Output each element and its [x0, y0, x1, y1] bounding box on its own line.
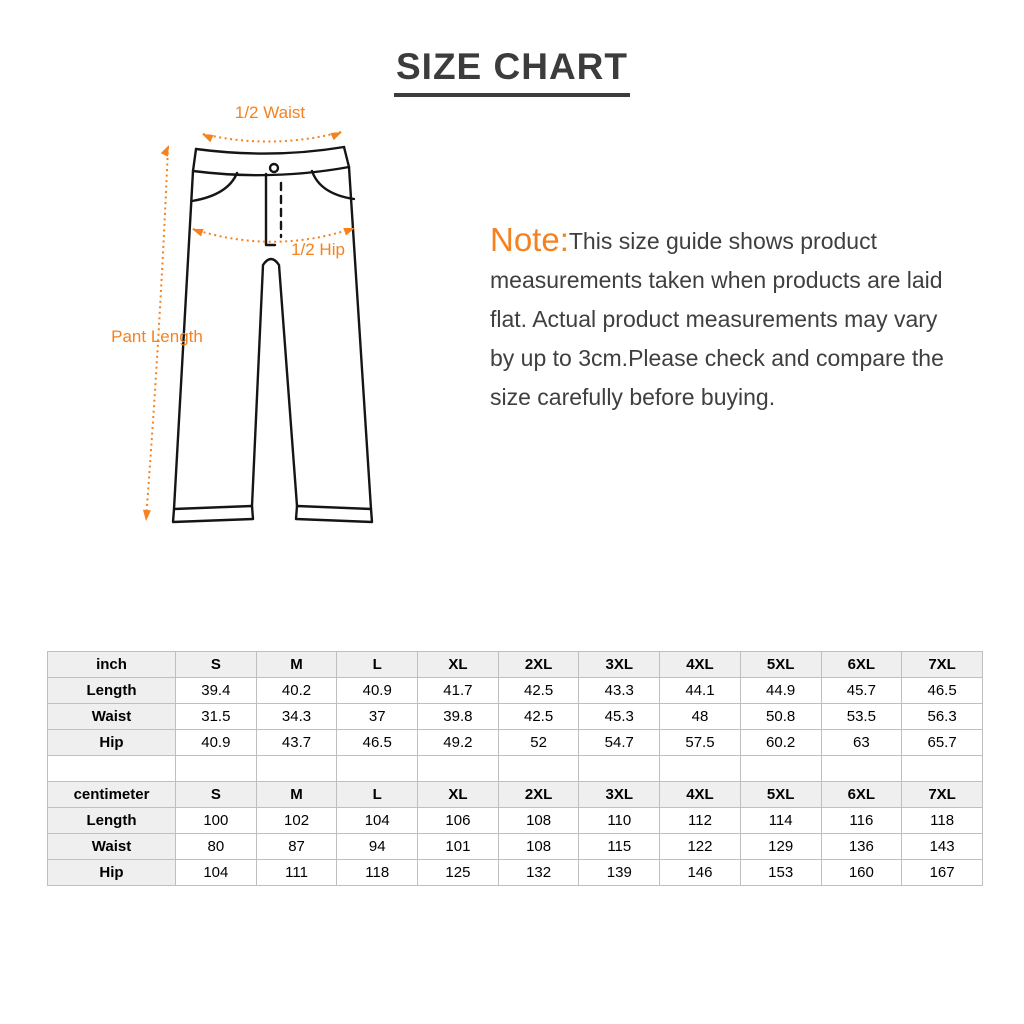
size-value-cell: 125: [418, 860, 499, 886]
size-value-cell: 57.5: [660, 730, 741, 756]
size-header: M: [256, 652, 337, 678]
size-value-cell: 104: [176, 860, 257, 886]
size-value-cell: 50.8: [740, 704, 821, 730]
size-value-cell: 100: [176, 808, 257, 834]
row-label: Length: [48, 808, 176, 834]
spacer-cell: [256, 756, 337, 782]
row-label: Waist: [48, 704, 176, 730]
size-value-cell: 114: [740, 808, 821, 834]
size-value-cell: 129: [740, 834, 821, 860]
spacer-cell: [337, 756, 418, 782]
size-value-cell: 118: [337, 860, 418, 886]
measurement-row: [48, 704, 983, 730]
pants-diagram: [90, 95, 410, 555]
row-label: Hip: [48, 730, 176, 756]
size-value-cell: 45.3: [579, 704, 660, 730]
waist-arrow-left-icon: [200, 130, 213, 142]
fly-seam-line: [266, 174, 275, 245]
spacer-cell: [48, 756, 176, 782]
size-value-cell: 104: [337, 808, 418, 834]
right-cuff: [296, 506, 372, 522]
size-value-cell: 53.5: [821, 704, 902, 730]
size-header: S: [176, 782, 257, 808]
size-value-cell: 34.3: [256, 704, 337, 730]
length-measure-label: Pant Length: [111, 327, 203, 346]
header-row: [48, 652, 983, 678]
size-header: 7XL: [902, 782, 983, 808]
waistband-right-edge: [344, 147, 349, 167]
waist-measure-label: 1/2 Waist: [234, 103, 306, 122]
unit-header: centimeter: [48, 782, 176, 808]
size-value-cell: 118: [902, 808, 983, 834]
size-value-cell: 63: [821, 730, 902, 756]
size-value-cell: 101: [418, 834, 499, 860]
page-title: SIZE CHART: [394, 46, 630, 97]
size-value-cell: 49.2: [418, 730, 499, 756]
size-value-cell: 116: [821, 808, 902, 834]
size-value-cell: 110: [579, 808, 660, 834]
page-header: [0, 46, 1024, 97]
size-header: 2XL: [498, 652, 579, 678]
size-value-cell: 94: [337, 834, 418, 860]
size-header: 7XL: [902, 652, 983, 678]
size-table-body: [48, 652, 983, 886]
measure-labels: [111, 103, 345, 346]
length-arrow-bottom-icon: [142, 510, 151, 522]
size-value-cell: 122: [660, 834, 741, 860]
size-value-cell: 39.4: [176, 678, 257, 704]
waist-measure-arc: [203, 132, 341, 142]
size-value-cell: 102: [256, 808, 337, 834]
size-value-cell: 40.9: [176, 730, 257, 756]
row-label: Hip: [48, 860, 176, 886]
spacer-cell: [579, 756, 660, 782]
size-value-cell: 40.2: [256, 678, 337, 704]
measurement-row: [48, 834, 983, 860]
size-header: XL: [418, 782, 499, 808]
size-value-cell: 112: [660, 808, 741, 834]
size-value-cell: 167: [902, 860, 983, 886]
size-header: 4XL: [660, 782, 741, 808]
size-value-cell: 45.7: [821, 678, 902, 704]
note-body: This size guide shows product measurements taken when products are laid flat. Actual product measurements may vary by up to 3cm.Please check and compare the size carefully before buying.: [490, 228, 944, 410]
waistband-left-edge: [193, 149, 196, 171]
measurement-row: [48, 678, 983, 704]
size-value-cell: 39.8: [418, 704, 499, 730]
size-value-cell: 153: [740, 860, 821, 886]
size-value-cell: 37: [337, 704, 418, 730]
size-header: L: [337, 782, 418, 808]
size-value-cell: 111: [256, 860, 337, 886]
size-header: 5XL: [740, 652, 821, 678]
size-value-cell: 42.5: [498, 704, 579, 730]
size-value-cell: 146: [660, 860, 741, 886]
size-value-cell: 132: [498, 860, 579, 886]
size-value-cell: 48: [660, 704, 741, 730]
hip-measure-label: 1/2 Hip: [291, 240, 345, 259]
measurement-row: [48, 860, 983, 886]
size-header: XL: [418, 652, 499, 678]
size-header: 5XL: [740, 782, 821, 808]
left-cuff: [173, 506, 253, 522]
size-value-cell: 42.5: [498, 678, 579, 704]
hip-arrow-left-icon: [191, 225, 204, 236]
size-value-cell: 44.1: [660, 678, 741, 704]
right-outer-seam: [349, 167, 371, 509]
size-value-cell: 43.3: [579, 678, 660, 704]
size-value-cell: 106: [418, 808, 499, 834]
spacer-cell: [660, 756, 741, 782]
inner-seams: [252, 259, 297, 506]
row-label: Waist: [48, 834, 176, 860]
size-value-cell: 160: [821, 860, 902, 886]
length-arrow-top-icon: [161, 143, 173, 156]
size-value-cell: 80: [176, 834, 257, 860]
size-value-cell: 136: [821, 834, 902, 860]
size-value-cell: 87: [256, 834, 337, 860]
size-value-cell: 108: [498, 808, 579, 834]
size-header: 3XL: [579, 652, 660, 678]
size-value-cell: 139: [579, 860, 660, 886]
size-value-cell: 44.9: [740, 678, 821, 704]
size-value-cell: 60.2: [740, 730, 821, 756]
size-value-cell: 46.5: [337, 730, 418, 756]
row-label: Length: [48, 678, 176, 704]
size-header: L: [337, 652, 418, 678]
size-header: 4XL: [660, 652, 741, 678]
size-value-cell: 65.7: [902, 730, 983, 756]
note-label: Note:: [490, 221, 569, 258]
spacer-cell: [740, 756, 821, 782]
size-value-cell: 54.7: [579, 730, 660, 756]
size-header: 2XL: [498, 782, 579, 808]
waist-arrow-right-icon: [330, 128, 343, 140]
size-value-cell: 56.3: [902, 704, 983, 730]
size-value-cell: 41.7: [418, 678, 499, 704]
spacer-cell: [498, 756, 579, 782]
size-value-cell: 31.5: [176, 704, 257, 730]
spacer-row: [48, 756, 983, 782]
size-header: M: [256, 782, 337, 808]
size-value-cell: 43.7: [256, 730, 337, 756]
spacer-cell: [176, 756, 257, 782]
size-value-cell: 108: [498, 834, 579, 860]
unit-header: inch: [48, 652, 176, 678]
button-icon: [270, 164, 278, 172]
waistband-top-line: [196, 147, 344, 154]
size-value-cell: 143: [902, 834, 983, 860]
measurement-row: [48, 730, 983, 756]
size-value-cell: 52: [498, 730, 579, 756]
right-pocket-line: [312, 171, 354, 199]
size-header: S: [176, 652, 257, 678]
measurement-row: [48, 808, 983, 834]
size-table: [47, 651, 983, 886]
size-header: 6XL: [821, 652, 902, 678]
size-value-cell: 115: [579, 834, 660, 860]
left-pocket-line: [192, 173, 237, 201]
size-header: 6XL: [821, 782, 902, 808]
header-row: [48, 782, 983, 808]
spacer-cell: [821, 756, 902, 782]
size-table-section: [47, 651, 983, 886]
note-paragraph: [490, 222, 952, 417]
spacer-cell: [418, 756, 499, 782]
size-value-cell: 40.9: [337, 678, 418, 704]
size-value-cell: 46.5: [902, 678, 983, 704]
size-header: 3XL: [579, 782, 660, 808]
spacer-cell: [902, 756, 983, 782]
